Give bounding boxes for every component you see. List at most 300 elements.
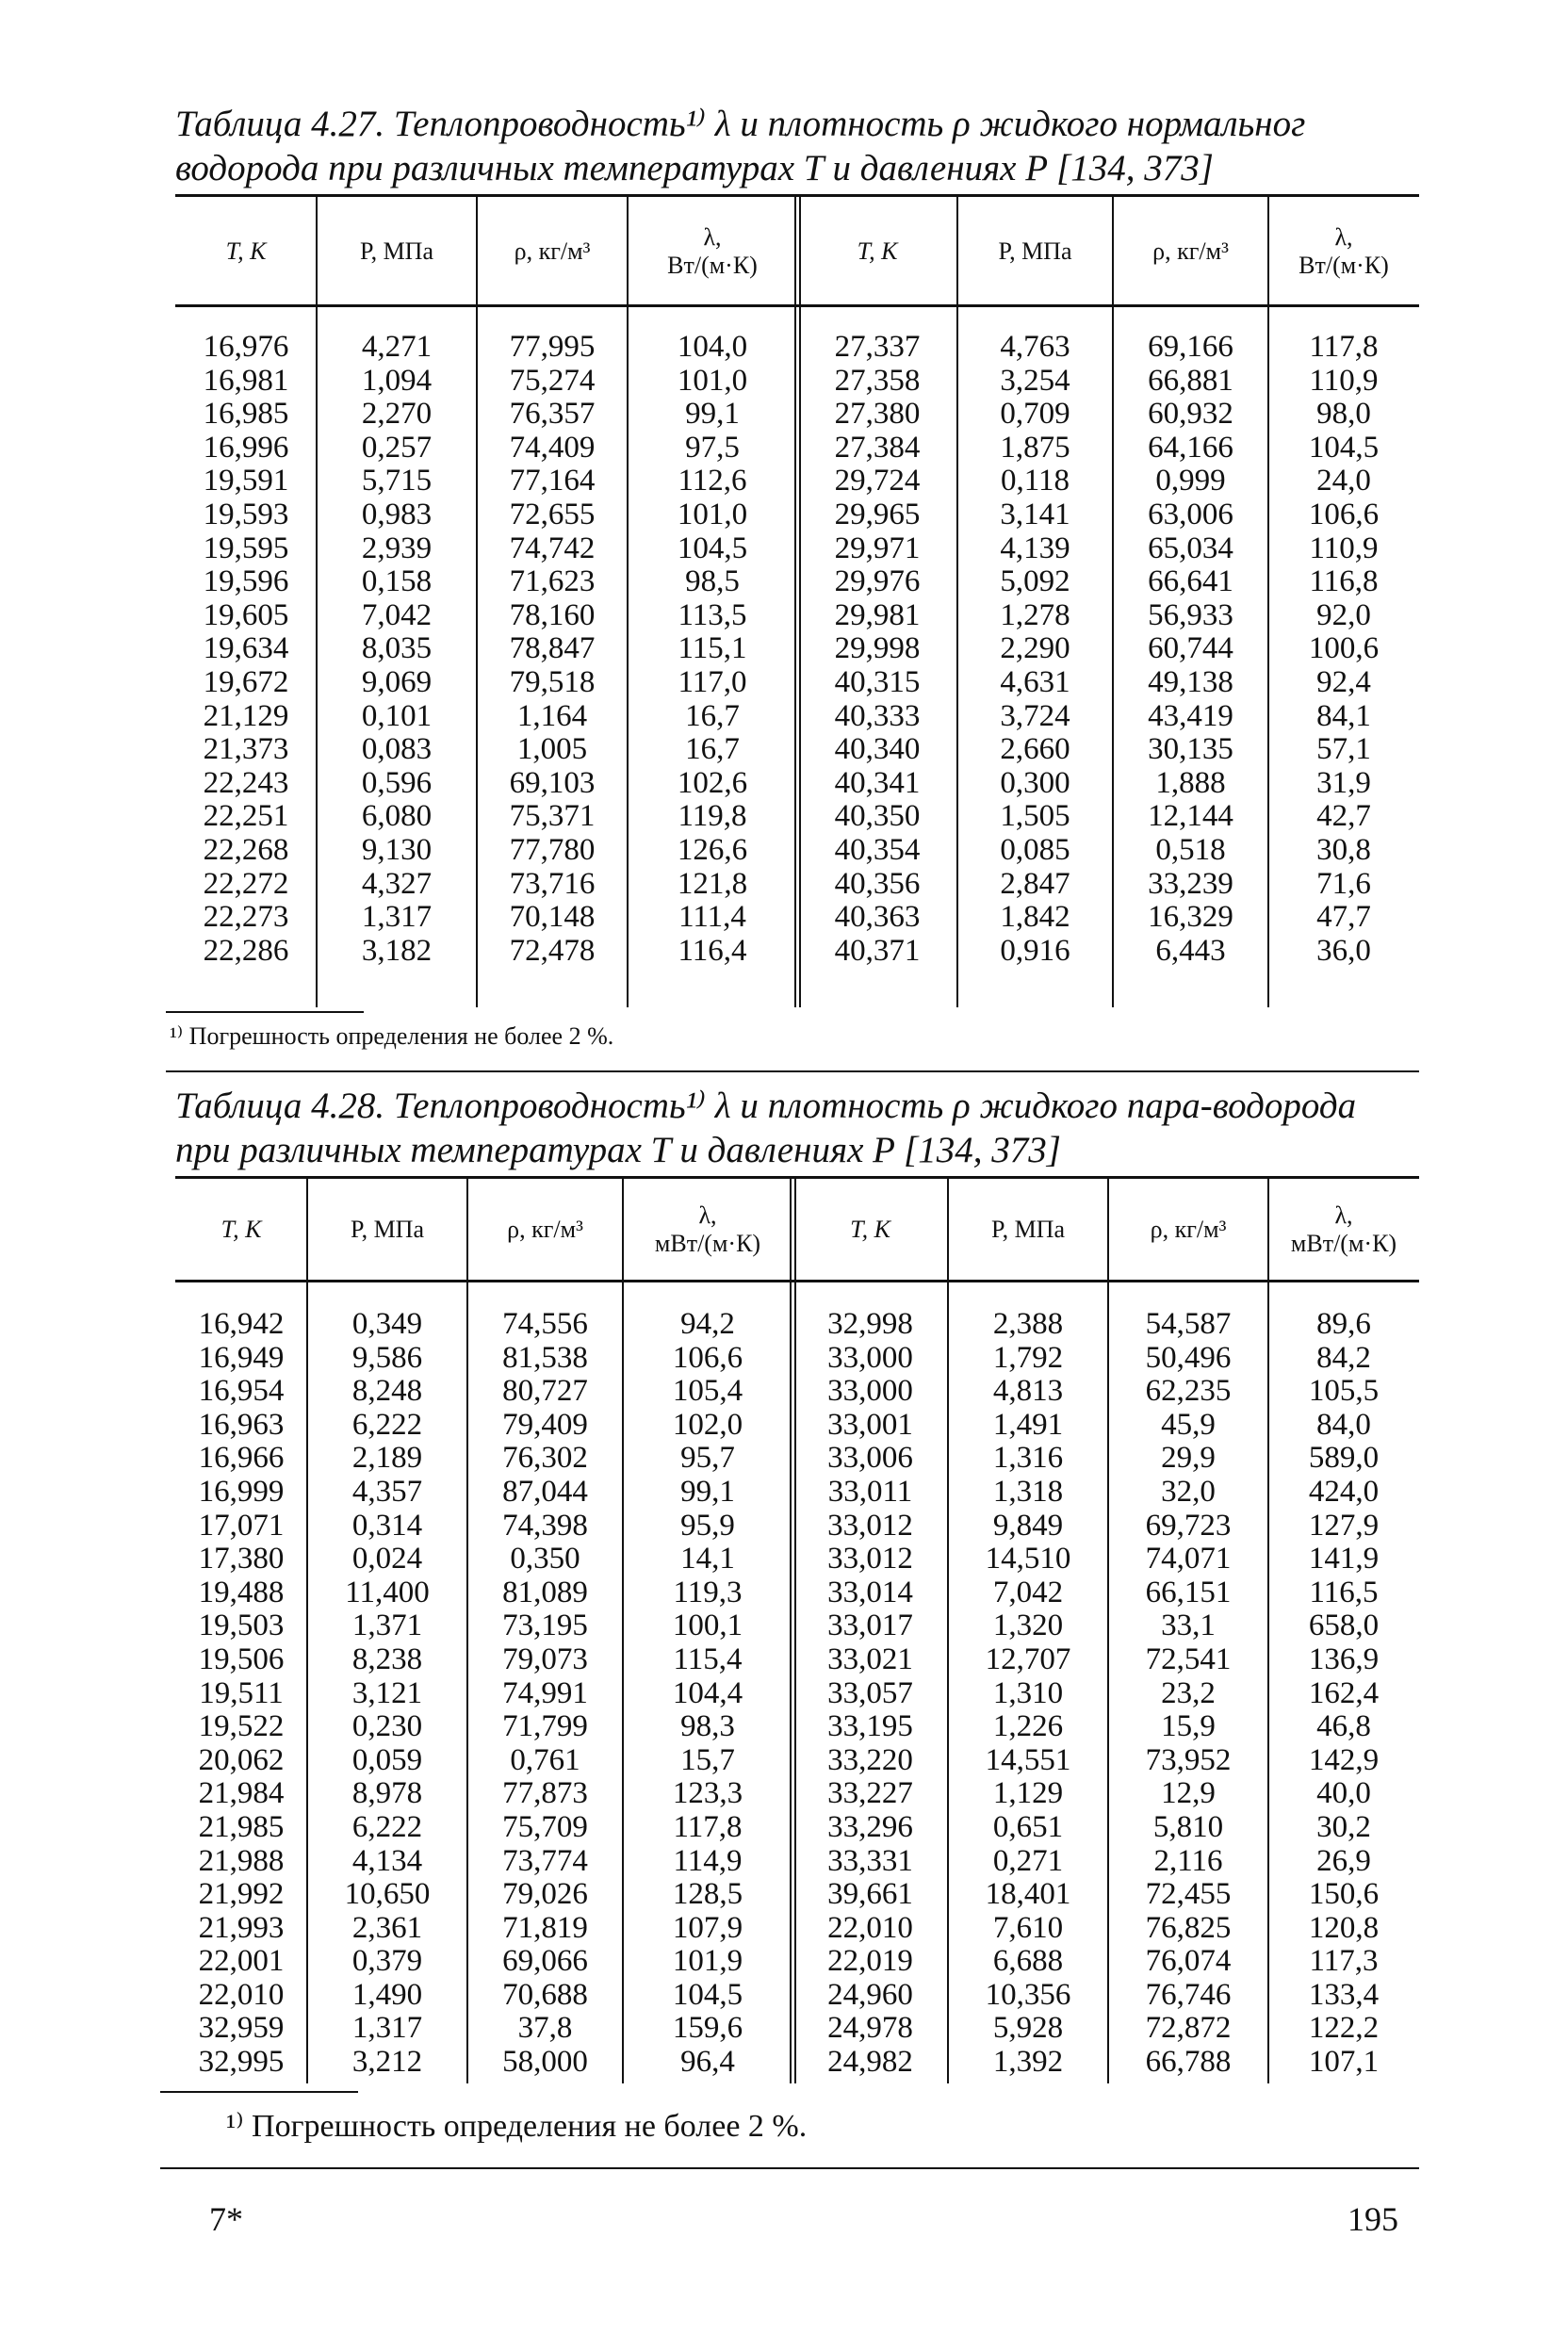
table-cell: 12,144	[1148, 799, 1233, 834]
table-cell: 162,4	[1308, 1675, 1380, 1710]
table-cell: 22,268	[203, 832, 289, 867]
table-cell: 70,688	[502, 1977, 588, 2012]
header-cell: P, МПа	[350, 1216, 424, 1243]
table-cell: 6,222	[351, 1407, 423, 1442]
table-cell: 74,556	[502, 1307, 588, 1341]
table-cell: 74,991	[502, 1675, 588, 1710]
table-cell: 75,709	[502, 1809, 588, 1844]
table-cell: 27,380	[834, 397, 921, 432]
table-cell: 32,995	[198, 2045, 285, 2080]
table-cell: 27,337	[834, 330, 921, 364]
table-cell: 424,0	[1308, 1474, 1380, 1509]
table-cell: 95,7	[680, 1441, 735, 1476]
table-cell: 27,384	[834, 430, 921, 465]
table-cell: 15,9	[1161, 1709, 1216, 1744]
table-cell: 81,089	[502, 1575, 588, 1609]
column	[1268, 1308, 1419, 2085]
table-cell: 73,952	[1145, 1742, 1232, 1777]
table-cell: 2,189	[351, 1441, 423, 1476]
table-cell: 126,6	[677, 832, 748, 867]
table-cell: 1,226	[992, 1709, 1064, 1744]
header-cell: P, МПа	[359, 237, 433, 265]
table-cell: 72,478	[509, 933, 596, 968]
table-cell: 133,4	[1308, 1977, 1380, 2012]
table-cell: 3,212	[351, 2045, 423, 2080]
table-cell: 117,3	[1309, 1944, 1379, 1979]
header-cell: λ, Вт/(м·К)	[667, 222, 758, 279]
table-cell: 22,243	[203, 765, 289, 800]
table-cell: 77,780	[509, 832, 596, 867]
table-cell: 79,026	[502, 1877, 588, 1912]
column-rule	[306, 1179, 308, 2083]
table-cell: 10,650	[344, 1877, 431, 1912]
table-cell: 76,825	[1145, 1910, 1232, 1945]
table-cell: 33,012	[827, 1542, 913, 1576]
table-cell: 19,593	[203, 497, 289, 531]
section-rule	[160, 2167, 1419, 2169]
table-cell: 71,799	[502, 1709, 588, 1744]
header-cell: P, МПа	[998, 237, 1072, 265]
table-cell: 3,121	[351, 1675, 423, 1710]
table-cell: 6,222	[351, 1809, 423, 1844]
table-caption: Таблица 4.27. Теплопроводность¹⁾ λ и плотность ρ жидкого нормальног водорода при различных температурах T и давлениях P [134, 373]	[175, 104, 1306, 188]
column	[1113, 331, 1268, 990]
table-cell: 21,992	[198, 1877, 285, 1912]
table-cell: 40,354	[834, 832, 921, 867]
table-cell: 116,5	[1309, 1575, 1379, 1609]
table-cell: 33,021	[827, 1642, 913, 1676]
table-cell: 22,251	[203, 799, 289, 834]
table-cell: 58,000	[502, 2045, 588, 2080]
table-cell: 1,316	[992, 1441, 1064, 1476]
table-cell: 3,724	[1000, 698, 1070, 733]
column-rule	[956, 197, 958, 1007]
table-cell: 1,318	[992, 1474, 1064, 1509]
table-cell: 32,0	[1161, 1474, 1216, 1509]
table-cell: 21,984	[198, 1776, 285, 1811]
table-cell: 19,591	[203, 464, 289, 498]
table-cell: 104,5	[672, 1977, 743, 2012]
table-cell: 100,1	[672, 1609, 743, 1643]
table-cell: 24,982	[827, 2045, 913, 2080]
table-cell: 2,847	[1000, 866, 1070, 901]
table-cell: 1,164	[516, 698, 588, 733]
table-cell: 75,371	[509, 799, 596, 834]
table-cell: 16,963	[198, 1407, 285, 1442]
table-cell: 22,272	[203, 866, 289, 901]
table-cell: 2,116	[1153, 1843, 1223, 1878]
table-cell: 9,069	[361, 664, 433, 699]
table-cell: 4,271	[361, 330, 433, 364]
table-cell: 16,985	[203, 397, 289, 432]
table-cell: 33,001	[827, 1407, 913, 1442]
table-cell: 64,166	[1148, 430, 1233, 465]
table-cell: 128,5	[672, 1877, 743, 1912]
table-cell: 3,254	[1000, 363, 1070, 398]
table-cell: 22,010	[827, 1910, 913, 1945]
table-cell: 60,744	[1148, 631, 1233, 666]
table-cell: 30,2	[1316, 1809, 1371, 1844]
table-body	[175, 1308, 1419, 2085]
table-cell: 0,379	[351, 1944, 423, 1979]
table-cell: 21,985	[198, 1809, 285, 1844]
table-cell: 19,522	[198, 1709, 285, 1744]
table-cell: 104,0	[677, 330, 748, 364]
table-cell: 16,7	[685, 698, 740, 733]
table-cell: 0,024	[351, 1542, 423, 1576]
table-cell: 16,329	[1148, 900, 1233, 935]
table-cell: 16,954	[198, 1374, 285, 1409]
table-cell: 116,4	[678, 933, 747, 968]
table-cell: 5,810	[1152, 1809, 1224, 1844]
table-cell: 111,4	[678, 900, 746, 935]
column	[792, 1308, 948, 2085]
table-cell: 8,238	[351, 1642, 423, 1676]
table-cell: 1,371	[351, 1609, 423, 1643]
table-cell: 74,398	[502, 1508, 588, 1543]
table-cell: 33,331	[827, 1843, 913, 1878]
table-cell: 16,996	[203, 430, 289, 465]
table-cell: 19,503	[198, 1609, 285, 1643]
column-rule	[476, 197, 478, 1007]
header-cell: P, МПа	[990, 1216, 1065, 1243]
table-cell: 19,596	[203, 564, 289, 599]
table-cell: 29,998	[834, 631, 921, 666]
table-cell: 2,290	[1000, 631, 1070, 666]
table-cell: 63,006	[1148, 497, 1233, 531]
table-cell: 16,966	[198, 1441, 285, 1476]
table-cell: 116,8	[1309, 564, 1379, 599]
table-cell: 66,881	[1148, 363, 1233, 398]
table-cell: 14,551	[985, 1742, 1071, 1777]
table-cell: 46,8	[1316, 1709, 1371, 1744]
table-cell: 66,641	[1148, 564, 1233, 599]
table-cell: 24,0	[1316, 464, 1371, 498]
table-cell: 40,371	[834, 933, 921, 968]
table-cell: 40,350	[834, 799, 921, 834]
table-cell: 106,6	[1308, 497, 1380, 531]
table-cell: 4,763	[1000, 330, 1070, 364]
table-cell: 19,506	[198, 1642, 285, 1676]
column-rule	[1112, 197, 1114, 1007]
table-cell: 99,1	[680, 1474, 735, 1509]
table-cell: 1,792	[992, 1340, 1064, 1375]
table-cell: 76,302	[502, 1441, 588, 1476]
table-cell: 33,1	[1161, 1609, 1216, 1643]
table-cell: 29,981	[834, 597, 921, 632]
table-cell: 104,5	[1308, 430, 1380, 465]
table-cell: 98,5	[685, 564, 740, 599]
table-cell: 27,358	[834, 363, 921, 398]
table-cell: 122,2	[1308, 2011, 1380, 2046]
table-cell: 1,842	[1000, 900, 1070, 935]
column	[175, 331, 317, 990]
table-cell: 3,141	[1000, 497, 1070, 531]
table-cell: 1,317	[351, 2011, 423, 2046]
footnote: ¹⁾ Погрешность определения не более 2 %.	[226, 2109, 808, 2144]
table-cell: 0,083	[361, 732, 433, 767]
table-cell: 77,873	[502, 1776, 588, 1811]
table-cell: 110,9	[1309, 363, 1379, 398]
table-cell: 99,1	[685, 397, 740, 432]
table-cell: 69,166	[1148, 330, 1233, 364]
table-cell: 17,071	[198, 1508, 285, 1543]
table-cell: 0,651	[992, 1809, 1064, 1844]
table-cell: 32,998	[827, 1307, 913, 1341]
table-cell: 72,872	[1145, 2011, 1232, 2046]
footnote-rule	[166, 1011, 364, 1013]
table-cell: 98,3	[680, 1709, 735, 1744]
table-cell: 0,761	[510, 1742, 580, 1777]
table-cell: 110,9	[1309, 531, 1379, 565]
table-cell: 0,230	[351, 1709, 423, 1744]
table-cell: 50,496	[1145, 1340, 1232, 1375]
page-number: 195	[1348, 2200, 1398, 2238]
table-cell: 73,716	[509, 866, 596, 901]
table-cell: 112,6	[678, 464, 747, 498]
column-rule	[1267, 1179, 1269, 2083]
table-cell: 100,6	[1308, 631, 1380, 666]
table-cell: 0,983	[361, 497, 433, 531]
table-cell: 4,139	[1000, 531, 1070, 565]
table-cell: 47,7	[1316, 900, 1371, 935]
table-caption: Таблица 4.28. Теплопроводность¹⁾ λ и плотность ρ жидкого пара-водорода при различных температурах T и давлениях P [134, 373]	[175, 1086, 1357, 1170]
table-cell: 105,5	[1308, 1374, 1380, 1409]
column-rule	[622, 1179, 624, 2083]
table-cell: 69,723	[1145, 1508, 1232, 1543]
table-cell: 2,388	[992, 1307, 1064, 1341]
column-rule	[627, 197, 629, 1007]
table-cell: 66,788	[1145, 2045, 1232, 2080]
header-cell: λ, Вт/(м·К)	[1298, 222, 1389, 279]
column	[1108, 1308, 1268, 2085]
header-cell: ρ, кг/м³	[507, 1216, 583, 1243]
table-cell: 33,195	[827, 1709, 913, 1744]
table-cell: 22,010	[198, 1977, 285, 2012]
table-cell: 16,7	[685, 732, 740, 767]
table-cell: 94,2	[680, 1307, 735, 1341]
table-cell: 97,5	[685, 430, 740, 465]
table-cell: 0,300	[1000, 765, 1070, 800]
table-cell: 21,129	[203, 698, 289, 733]
header-cell: T, К	[225, 237, 267, 265]
table-cell: 71,623	[509, 564, 596, 599]
table-cell: 40,341	[834, 765, 921, 800]
table-cell: 42,7	[1316, 799, 1371, 834]
table-cell: 19,595	[203, 531, 289, 565]
table-cell: 77,995	[509, 330, 596, 364]
table-cell: 104,5	[677, 531, 748, 565]
double-rule	[790, 1179, 796, 2083]
table-cell: 119,3	[673, 1575, 743, 1609]
table-cell: 123,3	[672, 1776, 743, 1811]
header-cell: T, К	[857, 237, 898, 265]
section-rule	[166, 1070, 1419, 1072]
table-cell: 29,976	[834, 564, 921, 599]
table-cell: 23,2	[1161, 1675, 1216, 1710]
table-cell: 49,138	[1148, 664, 1233, 699]
table-cell: 33,017	[827, 1609, 913, 1643]
table-cell: 30,135	[1148, 732, 1233, 767]
table-cell: 2,939	[361, 531, 433, 565]
table-cell: 119,8	[678, 799, 747, 834]
table-cell: 1,888	[1155, 765, 1226, 800]
table-cell: 20,062	[198, 1742, 285, 1777]
table-cell: 102,6	[677, 765, 748, 800]
table-cell: 17,380	[198, 1542, 285, 1576]
table-cell: 45,9	[1161, 1407, 1216, 1442]
table-cell: 8,035	[361, 631, 433, 666]
table-cell: 71,6	[1316, 866, 1371, 901]
table-cell: 33,011	[827, 1474, 913, 1509]
table-cell: 22,019	[827, 1944, 913, 1979]
table-cell: 72,541	[1145, 1642, 1232, 1676]
table-cell: 40,340	[834, 732, 921, 767]
table-cell: 107,9	[672, 1910, 743, 1945]
table-cell: 62,235	[1145, 1374, 1232, 1409]
table-cell: 11,400	[345, 1575, 430, 1609]
table-cell: 26,9	[1316, 1843, 1371, 1878]
table-cell: 12,707	[985, 1642, 1071, 1676]
table-cell: 79,073	[502, 1642, 588, 1676]
table-cell: 658,0	[1308, 1609, 1380, 1643]
header-cell: ρ, кг/м³	[1152, 237, 1229, 265]
table-cell: 101,0	[677, 497, 748, 531]
table-cell: 29,971	[834, 531, 921, 565]
table-cell: 40,333	[834, 698, 921, 733]
table-cell: 36,0	[1316, 933, 1371, 968]
table-cell: 1,320	[992, 1609, 1064, 1643]
table-cell: 76,357	[509, 397, 596, 432]
table-cell: 40,356	[834, 866, 921, 901]
table-cell: 9,849	[992, 1508, 1064, 1543]
table-cell: 3,182	[361, 933, 433, 968]
table-cell: 33,220	[827, 1742, 913, 1777]
table-cell: 14,510	[985, 1542, 1071, 1576]
table-cell: 16,942	[198, 1307, 285, 1341]
table-cell: 33,057	[827, 1675, 913, 1710]
table-cell: 9,130	[361, 832, 433, 867]
table-cell: 21,988	[198, 1843, 285, 1878]
column	[467, 1308, 623, 2085]
header-cell: ρ, кг/м³	[514, 237, 591, 265]
table-cell: 2,660	[1000, 732, 1070, 767]
table-cell: 0,349	[351, 1307, 423, 1341]
table-cell: 101,9	[672, 1944, 743, 1979]
table-cell: 117,8	[673, 1809, 743, 1844]
column	[1268, 331, 1419, 990]
table-cell: 127,9	[1308, 1508, 1380, 1543]
table-cell: 115,4	[673, 1642, 743, 1676]
table-cell: 0,596	[361, 765, 433, 800]
table-cell: 80,727	[502, 1374, 588, 1409]
table-cell: 9,586	[351, 1340, 423, 1375]
table-cell: 74,071	[1145, 1542, 1232, 1576]
table-cell: 33,000	[827, 1340, 913, 1375]
table-cell: 29,9	[1161, 1441, 1216, 1476]
table-cell: 101,0	[677, 363, 748, 398]
table-cell: 4,327	[361, 866, 433, 901]
table-cell: 14,1	[680, 1542, 735, 1576]
column	[317, 331, 477, 990]
table-cell: 4,134	[351, 1843, 423, 1878]
column	[797, 331, 957, 990]
table-cell: 96,4	[680, 2045, 735, 2080]
table-cell: 1,278	[1000, 597, 1070, 632]
table-cell: 8,978	[351, 1776, 423, 1811]
table-cell: 60,932	[1148, 397, 1233, 432]
column	[175, 1308, 307, 2085]
table-cell: 75,274	[509, 363, 596, 398]
table-cell: 0,271	[992, 1843, 1064, 1878]
table-cell: 66,151	[1145, 1575, 1232, 1609]
column	[957, 331, 1113, 990]
header-cell: λ, мВт/(м·К)	[1290, 1201, 1397, 1257]
table-cell: 73,774	[502, 1843, 588, 1878]
table-cell: 1,490	[351, 1977, 423, 2012]
table-cell: 43,419	[1148, 698, 1233, 733]
table-cell: 8,248	[351, 1374, 423, 1409]
table-cell: 21,373	[203, 732, 289, 767]
table-cell: 56,933	[1148, 597, 1233, 632]
table-cell: 33,012	[827, 1508, 913, 1543]
table-cell: 6,688	[992, 1944, 1064, 1979]
table-cell: 54,587	[1145, 1307, 1232, 1341]
header-cell: ρ, кг/м³	[1150, 1216, 1227, 1243]
table-cell: 19,605	[203, 597, 289, 632]
table-cell: 15,7	[680, 1742, 735, 1777]
table-cell: 39,661	[827, 1877, 913, 1912]
table-cell: 72,655	[509, 497, 596, 531]
table-cell: 78,847	[509, 631, 596, 666]
footnote: ¹⁾ Погрешность определения не более 2 %.	[170, 1022, 614, 1050]
table-cell: 7,042	[992, 1575, 1064, 1609]
table-cell: 32,959	[198, 2011, 285, 2046]
table-cell: 5,715	[361, 464, 433, 498]
table-cell: 19,672	[203, 664, 289, 699]
table-cell: 106,6	[672, 1340, 743, 1375]
table-cell: 22,273	[203, 900, 289, 935]
table-cell: 19,511	[199, 1675, 284, 1710]
table-cell: 74,409	[509, 430, 596, 465]
table-cell: 40,363	[834, 900, 921, 935]
table-cell: 16,999	[198, 1474, 285, 1509]
table-cell: 4,357	[351, 1474, 423, 1509]
column-rule	[947, 1179, 949, 2083]
table-cell: 4,631	[1000, 664, 1070, 699]
table-cell: 69,103	[509, 765, 596, 800]
table-cell: 120,8	[1308, 1910, 1380, 1945]
table-cell: 6,443	[1155, 933, 1226, 968]
table-cell: 92,4	[1316, 664, 1371, 699]
double-rule	[794, 197, 801, 1007]
table-cell: 104,4	[672, 1675, 743, 1710]
table-cell: 33,014	[827, 1575, 913, 1609]
table-cell: 0,314	[351, 1508, 423, 1543]
table-cell: 65,034	[1148, 531, 1233, 565]
header-cell: T, К	[850, 1216, 890, 1243]
table-cell: 79,409	[502, 1407, 588, 1442]
table-cell: 1,392	[992, 2045, 1064, 2080]
table-cell: 33,227	[827, 1776, 913, 1811]
column	[477, 331, 628, 990]
table-cell: 1,875	[1000, 430, 1070, 465]
table-cell: 72,455	[1145, 1877, 1232, 1912]
table-cell: 33,006	[827, 1441, 913, 1476]
column-rule	[1107, 1179, 1109, 2083]
table-cell: 95,9	[680, 1508, 735, 1543]
table-cell: 22,286	[203, 933, 289, 968]
